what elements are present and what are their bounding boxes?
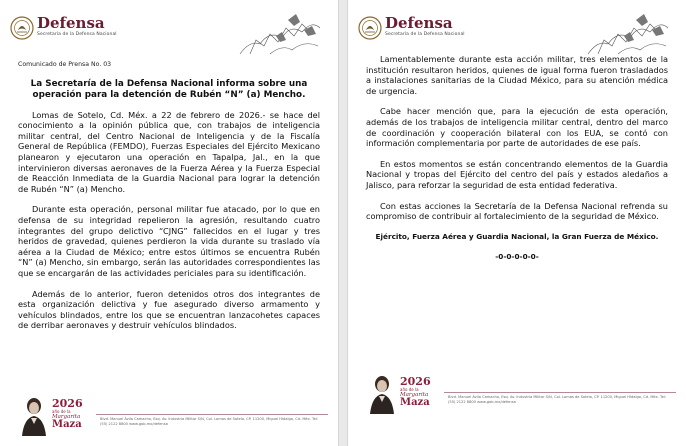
footer-divider [444, 392, 676, 393]
honoree-first-name: Margarita [52, 414, 81, 420]
closing-motto: Ejército, Fuerza Aérea y Guardia Nacional, la Gran Fuerza de México. [375, 231, 659, 241]
header-illustration-icon [578, 10, 670, 56]
page-content [366, 54, 668, 263]
document-page-1 [0, 0, 338, 446]
year-number: 2026 [52, 397, 83, 410]
honoree-first-name: Margarita [400, 392, 429, 398]
footer-address: Blvd. Manuel Ávila Camacho, Esq. Av. Industria Militar S/N, Col. Lomas de Sotelo, CP. 11200, Miguel Hidalgo, Cd. Méx. Tel: (55) 2122 8800 www.gob.mx/defensa [448, 395, 666, 404]
year-logo [400, 376, 438, 408]
national-seal-icon [10, 16, 34, 40]
end-mark: -0-0-0-0-0- [495, 252, 539, 262]
honoree-last-name: Maza [400, 397, 430, 408]
year-caption: año de la [400, 387, 419, 392]
press-release-title: La Secretaría de la Defensa Nacional informa sobre una operación para la detención de Rubén “N” (a) Mencho. [30, 78, 308, 100]
page-header [358, 10, 676, 50]
page-header [10, 10, 328, 50]
paragraph: Cabe hacer mención que, para la ejecución de esta operación, además de los trabajos de inteligencia militar central, dentro del marco de coordinación y cooperación bilateral con los EUA, se contó con información complementaria por parte de autoridades de ese país. [366, 106, 668, 149]
paragraph: En estos momentos se están concentrando elementos de la Guardia Nacional y tropas del Ejército del centro del país y estados aledaños a Jalisco, para reforzar la seguridad de esta entidad federativa. [366, 158, 668, 190]
brand-subtitle: Secretaría de la Defensa Nacional [37, 32, 117, 37]
page-content [18, 60, 320, 341]
document-page-2 [348, 0, 686, 446]
paragraph: Además de lo anterior, fueron detenidos otros dos integrantes de esta organización delictiva y fue asegurado diverso armamento y vehículos blindados, entre los que se encuentran lanzacohetes capaces de derribar aeronaves y destruir vehículos blindados. [18, 288, 320, 331]
brand-name: Defensa [37, 14, 105, 32]
page-footer [10, 392, 328, 438]
paragraph: Durante esta operación, personal militar fue atacado, por lo que en defensa de su integridad repelieron la agresión, resultando cuatro integrantes del grupo delictivo “CJNG” fallecidos en el lugar y tres heridos de gravedad, quienes perdieron la vida durante su traslado vía aérea a la Ciudad de México; entre estos últimos se encuentra Rubén “N” (a) Mencho, sin embargo, serán las autoridades correspondientes las que se encargarán de las actividades periciales para su identificación. [18, 204, 320, 278]
footer-divider [96, 414, 328, 415]
page-footer [358, 370, 676, 416]
year-logo [52, 398, 90, 430]
margarita-maza-portrait-icon [16, 394, 52, 436]
release-number: Comunicado de Prensa No. 03 [18, 61, 112, 68]
footer-address: Blvd. Manuel Ávila Camacho, Esq. Av. Industria Militar S/N, Col. Lomas de Sotelo, CP. 11200, Miguel Hidalgo, Cd. Méx. Tel: (55) 2122 8800 www.gob.mx/defensa [100, 417, 318, 426]
year-caption: año de la [52, 409, 71, 414]
paragraph: Con estas acciones la Secretaría de la Defensa Nacional refrenda su compromiso de contribuir al fortalecimiento de la seguridad de México. [366, 200, 668, 222]
honoree-last-name: Maza [52, 419, 82, 430]
paragraph: Lomas de Sotelo, Cd. Méx. a 22 de febrero de 2026.- se hace del conocimiento a la opinión pública que, con trabajos de inteligencia militar central, del Centro Nacional de Inteligencia y de la Fiscalía General de República (FEMDO), Fuerzas Especiales del Ejército Mexicano planearon y ejecutaron una operación en Tapalpa, Jal., en la que intervinieron diversas aeronaves de la Fuerza Aérea y la Fuerza Especial de Reacción Inmediata de la Guardia Nacional para lograr la detención de Rubén “N” (a) Mencho. [18, 109, 320, 194]
year-number: 2026 [400, 375, 431, 388]
brand-block [37, 15, 117, 37]
margarita-maza-portrait-icon [364, 372, 400, 414]
brand-name: Defensa [385, 14, 453, 32]
national-seal-icon [358, 16, 382, 40]
header-illustration-icon [230, 10, 322, 56]
paragraph: Lamentablemente durante esta acción militar, tres elementos de la institución resultaron heridos, quienes de igual forma fueron trasladados a instalaciones sanitarias de la Ciudad México, para su atención médica de urgencia. [366, 54, 668, 96]
brand-subtitle: Secretaría de la Defensa Nacional [385, 32, 465, 37]
brand-block [385, 15, 465, 37]
